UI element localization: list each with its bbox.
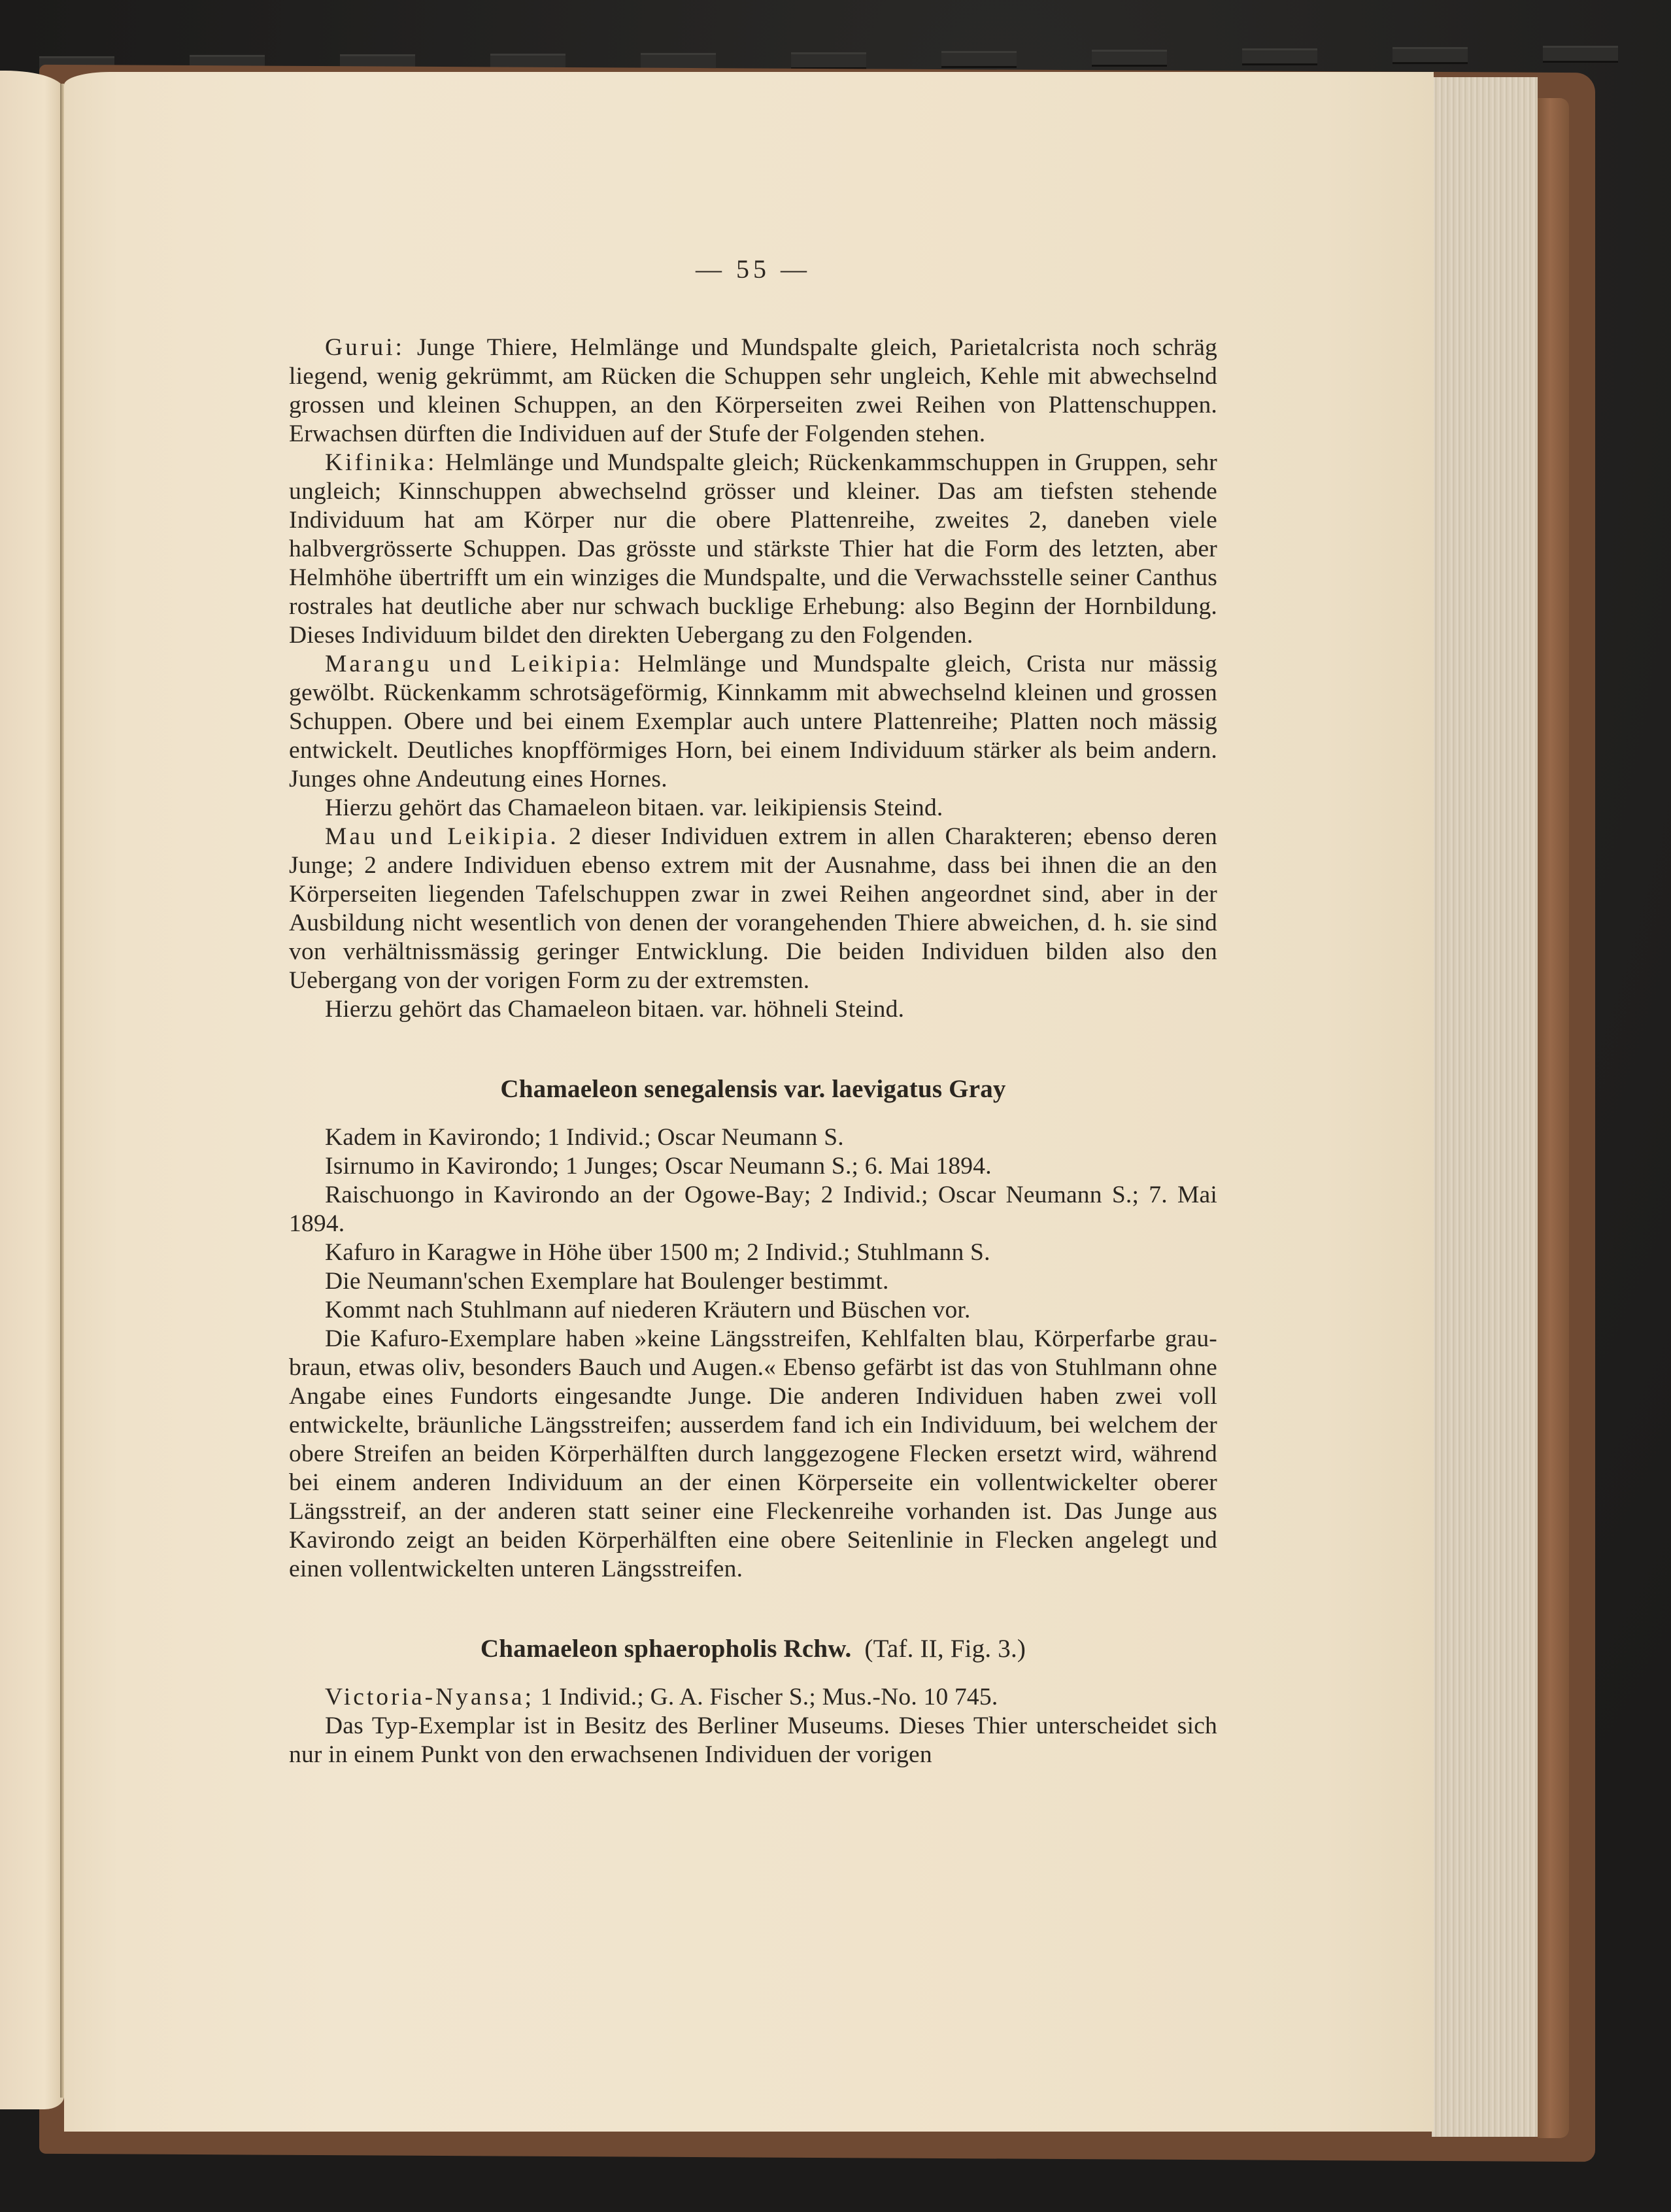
ruler-mark	[1393, 47, 1468, 64]
locality-lead: Marangu und Leikipia:	[325, 651, 623, 677]
ruler-mark	[941, 51, 1017, 68]
paragraph-boulenger: Die Neumann'schen Exemplare hat Boulenger bestimmt.	[325, 1268, 889, 1295]
section-sphaeropholis	[289, 1635, 1217, 1769]
page-block-fore-edge	[1432, 77, 1538, 2137]
species-heading	[289, 1635, 1217, 1663]
paragraph-text: 2 dieser Individuen extrem in allen Charakteren; ebenso deren Junge; 2 andere Individuen ebenso extrem mit der Ausnahme, dass bei ihnen die an den Körperseiten liegenden Tafelschuppen zwar in zwei Reihen angeordnet sind, aber in der Ausbildung nicht wesentlich von denen der vorangehenden Thiere abweichen, d. h. sie sind von verhältnissmässig geringer Entwicklung. Die beiden Individuen bilden also den Uebergang von der vorigen Form zu der extremsten.	[289, 823, 1217, 994]
paragraph-kifinika	[289, 449, 1217, 650]
paragraph-marangu-leikipia	[289, 650, 1217, 794]
paragraph-text: Das Typ-Exemplar ist in Besitz des Berliner Museums. Dieses Thier unterscheidet sich nur in einem Punkt von den erwachsenen Individuen der vorigen	[289, 1712, 1217, 1768]
locality-lead: Gurui:	[325, 334, 405, 361]
ruler-mark	[1242, 48, 1317, 65]
page-text-block	[289, 255, 1217, 1769]
locality-lead: Mau und Leikipia.	[325, 823, 559, 850]
locality-lead: Kifinika:	[325, 449, 437, 476]
paragraph-leikipiensis-note	[289, 794, 1217, 823]
section-continuation	[289, 333, 1217, 1024]
book-gutter	[60, 84, 64, 2098]
locality-lead: Victoria-Nyansa;	[325, 1684, 534, 1710]
paragraph-gurui	[289, 333, 1217, 449]
record-raischuongo: Raischuongo in Kavirondo an der Ogowe-Bay; 2 Individ.; Oscar Neumann S.; 7. Mai 1894.	[289, 1182, 1217, 1237]
ruler-mark	[1092, 50, 1167, 67]
ruler-mark	[1543, 46, 1618, 63]
section-senegalensis	[289, 1075, 1217, 1584]
species-heading: Chamaeleon senegalensis var. laevigatus Gray	[500, 1075, 1006, 1103]
record-kadem: Kadem in Kavirondo; 1 Individ.; Oscar Neumann S.	[325, 1124, 844, 1151]
paragraph-type-specimen	[289, 1712, 1217, 1769]
paragraph-text: Helmlänge und Mundspalte gleich; Rückenkammschuppen in Gruppen, sehr ungleich; Kinnschuppen abwechselnd grösser und kleiner. Das am tiefsten stehende Individuum hat am Körper nur die obere Plattenreihe, zweites 2, daneben viele halbvergrösserte Schuppen. Das grösste und stärkste Thier hat die Form des letzten, aber Helmhöhe übertrifft um ein winziges die Mundspalte, und die Verwachsstelle seiner Canthus rostrales hat deutliche aber nur schwach bucklige Erhebung: also Beginn der Hornbildung. Dieses Individuum bildet den direkten Uebergang zu den Folgenden.	[289, 449, 1217, 649]
record-kafuro: Kafuro in Karagwe in Höhe über 1500 m; 2 Individ.; Stuhlmann S.	[325, 1239, 990, 1266]
paragraph-mau-leikipia	[289, 823, 1217, 995]
paragraph-text: Helmlänge und Mundspalte gleich, Crista nur mässig gewölbt. Rückenkamm schrotsägeförmig, Kinnkamm mit abwechselnd kleinen und grossen Schuppen. Obere und bei einem Exemplar auch untere Plattenreihe; Platten noch mässig entwickelt. Deutliches knopfförmiges Horn, bei einem Individuum stärker als beim andern. Junges ohne Andeutung eines Hornes.	[289, 651, 1217, 792]
paragraph-text: Hierzu gehört das Chamaeleon bitaen. var. höhneli Steind.	[325, 996, 905, 1023]
paragraph-text: 1 Individ.; G. A. Fischer S.; Mus.-No. 10 745.	[533, 1684, 998, 1710]
page-number: — 55 —	[696, 254, 811, 284]
record-isirnumo: Isirnumo in Kavirondo; 1 Junges; Oscar Neumann S.; 6. Mai 1894.	[325, 1153, 992, 1180]
record-victoria-nyansa	[289, 1683, 1217, 1712]
paragraph-hoehneli-note	[289, 995, 1217, 1024]
paragraph-habitat: Kommt nach Stuhlmann auf niederen Kräutern und Büschen vor.	[325, 1297, 971, 1323]
book-cover-edge	[1538, 98, 1569, 2138]
ruler-mark	[791, 52, 866, 69]
left-page-edge	[0, 71, 64, 2109]
plate-reference: (Taf. II, Fig. 3.)	[864, 1635, 1026, 1663]
paragraph-coloration: Die Kafuro-Exemplare haben »keine Längsstreifen, Kehlfalten blau, Körperfarbe grau-braun, etwas oliv, besonders Bauch und Augen.« Ebenso gefärbt ist das von Stuhlmann ohne Angabe eines Fundorts eingesandte Junge. Die anderen Individuen haben zwei voll entwickelte, bräunliche Längsstreifen; ausserdem fand ich ein Individuum, bei welchem der obere Streifen an beiden Körperhälften durch langgezogene Flecken ersetzt wird, während bei einem anderen Individuum an der einen Körperseite ein vollentwickelter oberer Längsstreif, an der anderen statt seiner eine Fleckenreihe vorhanden ist. Das Junge aus Kavirondo zeigt an beiden Körperhälften eine obere Seitenlinie in Flecken angelegt und einen vollentwickelten unteren Längsstreifen.	[289, 1325, 1217, 1582]
species-name: Chamaeleon sphaeropholis Rchw.	[480, 1635, 852, 1663]
paragraph-text: Junge Thiere, Helmlänge und Mundspalte gleich, Parietalcrista noch schräg liegend, wenig gekrümmt, am Rücken die Schuppen sehr ungleich, Kehle mit abwechselnd grossen und kleinen Schuppen, an den Körperseiten zwei Reihen von Plattenschuppen. Erwachsen dürften die Individuen auf der Stufe der Folgenden stehen.	[289, 334, 1217, 447]
paragraph-text: Hierzu gehört das Chamaeleon bitaen. var. leikipiensis Steind.	[325, 794, 943, 821]
